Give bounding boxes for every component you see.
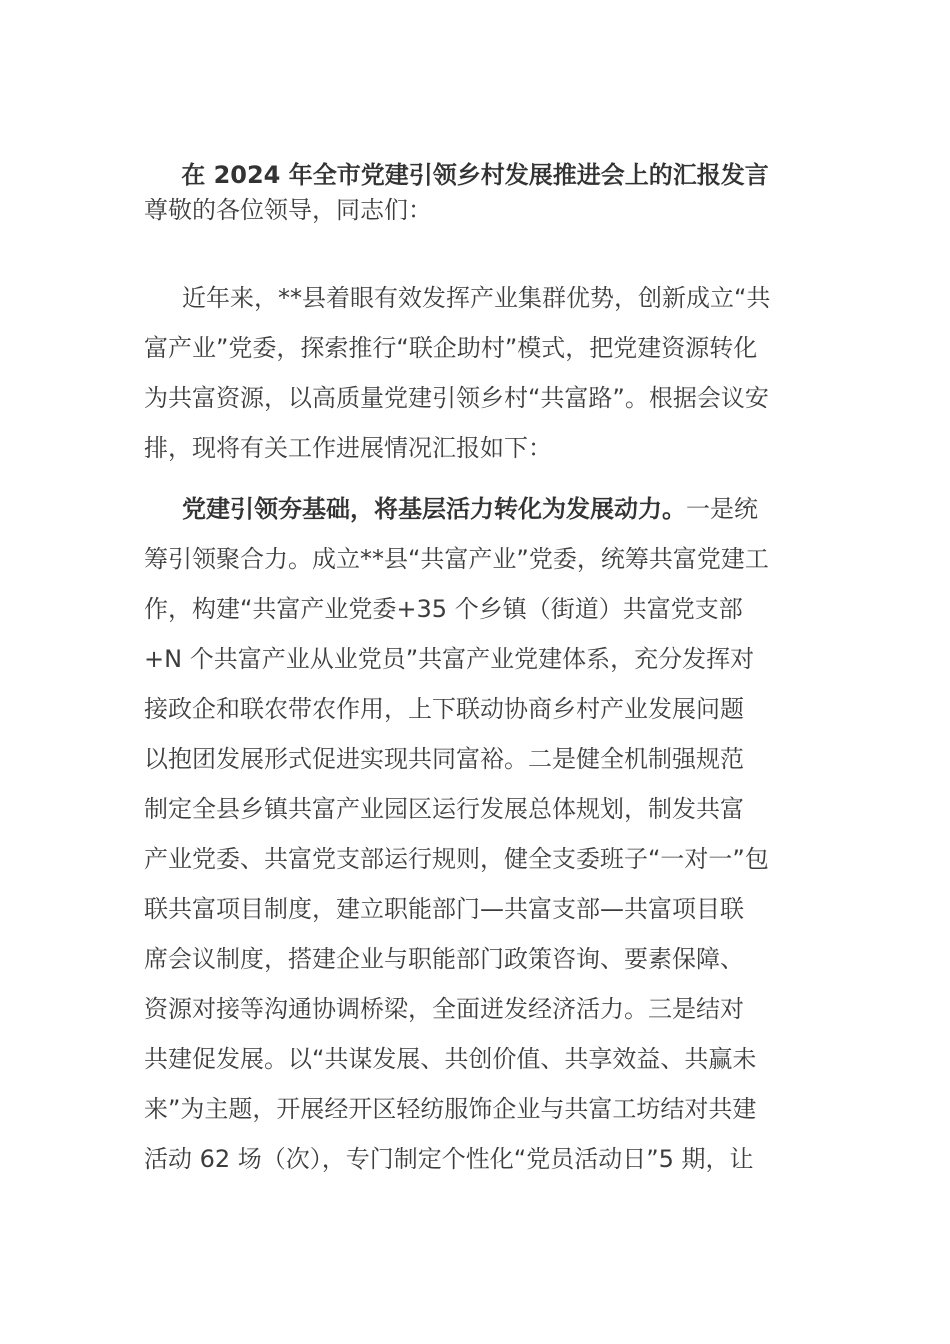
text-line: 制定全县乡镇共富产业园区运行发展总体规划，制发共富 — [144, 795, 744, 823]
text-line-rest: 一是统 — [686, 495, 758, 523]
text-line — [144, 484, 810, 534]
paragraph-party-building — [144, 484, 810, 1184]
text-line: 活动 62 场（次），专门制定个性化“党员活动日”5 期，让 — [144, 1145, 754, 1173]
text-line: 联共富项目制度，建立职能部门—共富支部—共富项目联 — [144, 895, 744, 923]
text-line: 富产业”党委，探索推行“联企助村”模式，把党建资源转化 — [144, 334, 758, 362]
text-line: 为共富资源，以高质量党建引领乡村“共富路”。根据会议安 — [144, 384, 769, 412]
text-line: 共建促发展。以“共谋发展、共创价值、共享效益、共赢未 — [144, 1045, 757, 1073]
paragraph-intro — [144, 273, 810, 473]
text-line: 以抱团发展形式促进实现共同富裕。二是健全机制强规范 — [144, 745, 744, 773]
text-line: 近年来，**县着眼有效发挥产业集群优势，创新成立“共 — [182, 284, 771, 312]
text-line: +N 个共富产业从业党员”共富产业党建体系，充分发挥对 — [144, 645, 755, 673]
text-line: 筹引领聚合力。成立**县“共富产业”党委，统筹共富党建工 — [144, 545, 769, 573]
text-line: 接政企和联农带农作用，上下联动协商乡村产业发展问题 — [144, 695, 744, 723]
text-line: 来”为主题，开展经开区轻纺服饰企业与共富工坊结对共建 — [144, 1095, 757, 1123]
text-line: 席会议制度，搭建企业与职能部门政策咨询、要素保障、 — [144, 945, 744, 973]
text-line: 排，现将有关工作进展情况汇报如下： — [144, 434, 552, 462]
salutation: 尊敬的各位领导，同志们： — [144, 196, 432, 224]
document-title: 在 2024 年全市党建引领乡村发展推进会上的汇报发言 — [181, 161, 769, 189]
section-heading: 党建引领夯基础，将基层活力转化为发展动力。 — [182, 495, 686, 523]
text-line: 作，构建“共富产业党委+35 个乡镇（街道）共富党支部 — [144, 595, 743, 623]
text-line: 资源对接等沟通协调桥梁，全面迸发经济活力。三是结对 — [144, 995, 744, 1023]
text-line: 产业党委、共富党支部运行规则，健全支委班子“一对一”包 — [144, 845, 769, 873]
